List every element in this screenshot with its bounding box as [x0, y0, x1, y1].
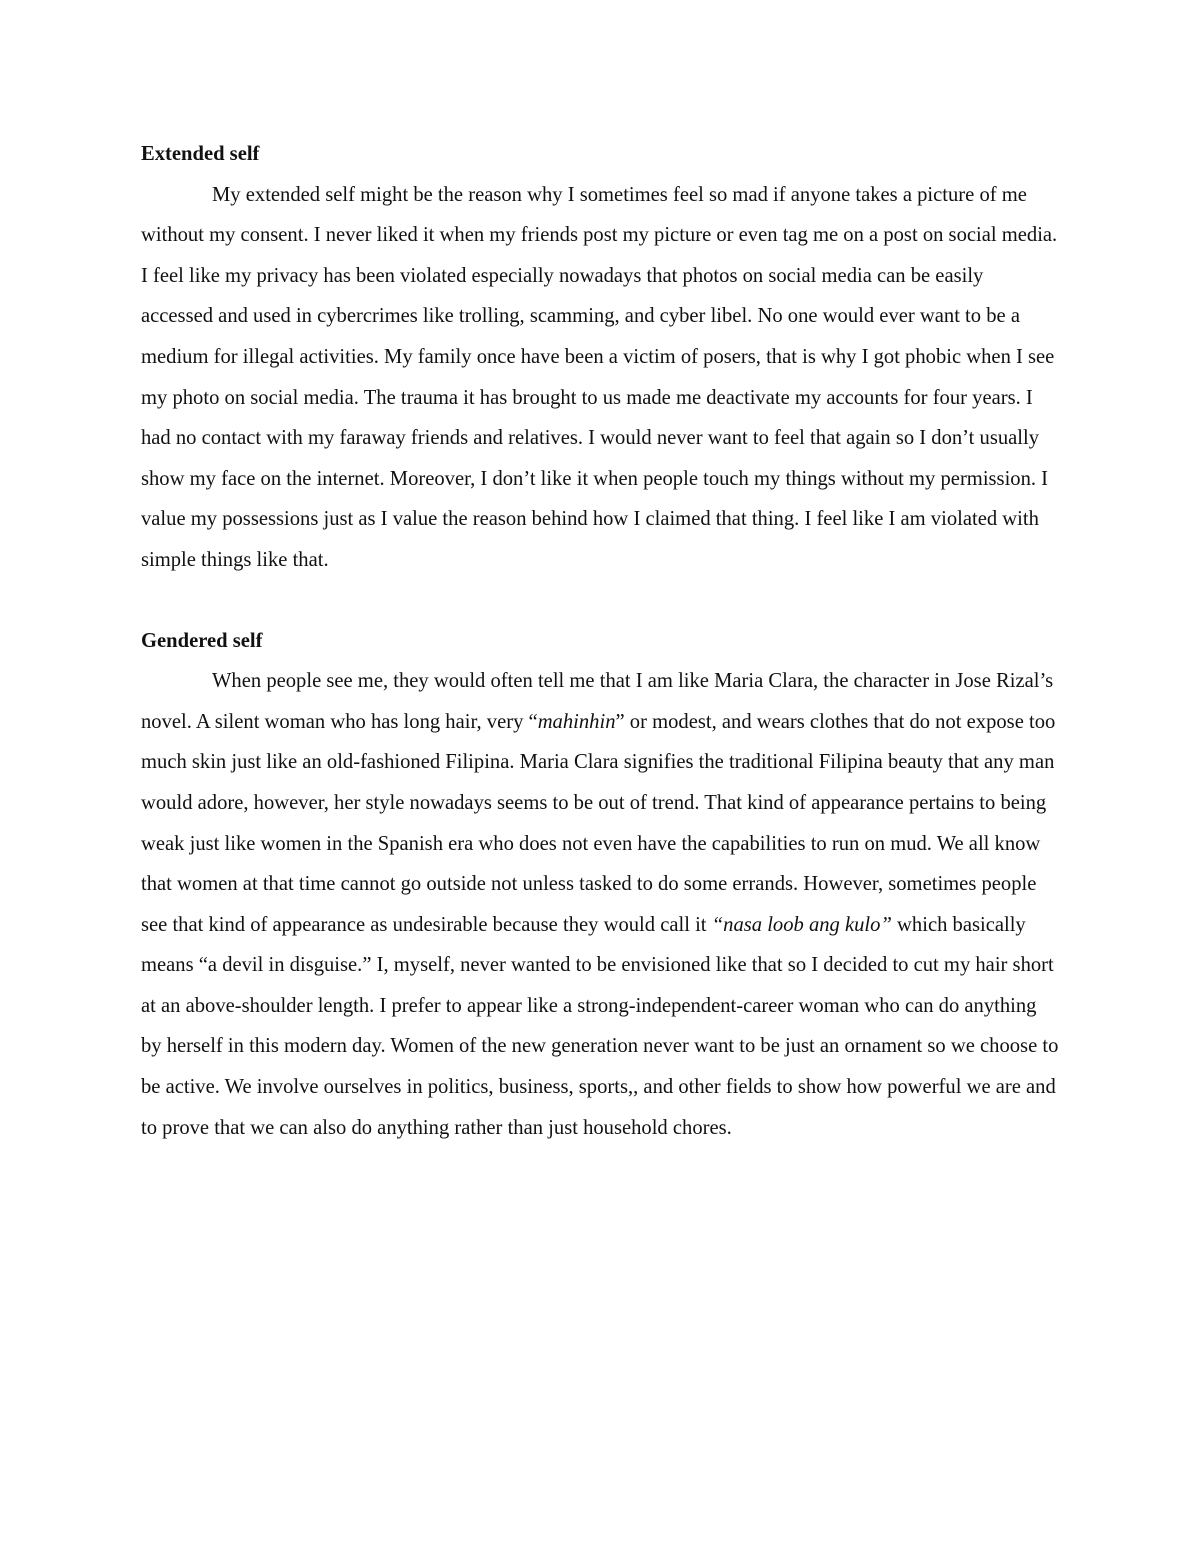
- paragraph-text: which basically means “a devil in disguise.” I, myself, never wanted to be envisioned like that so I decided to cut my hair short at an above-shoulder length. I prefer to appear like a strong-independent-career woman who can do anything by herself in this modern day. Women of the new generation never want to be just an ornament so we choose to be active. We involve ourselves in politics, business, sports,, and other fields to show how powerful we are and to prove that we can also do anything rather than just household chores.: [141, 913, 1059, 1139]
- section-gendered-self: [141, 621, 1059, 1149]
- section-heading: Gendered self: [141, 629, 263, 652]
- paragraph-text: My extended self might be the reason why I sometimes feel so mad if anyone takes a picture of me without my consent. I never liked it when my friends post my picture or even tag me on a post on social media. I feel like my privacy has been violated especially nowadays that photos on social media can be easily accessed and used in cybercrimes like trolling, scamming, and cyber libel. No one would ever want to be a medium for illegal activities. My family once have been a victim of posers, that is why I got phobic when I see my photo on social media. The trauma it has brought to us made me deactivate my accounts for four years. I had no contact with my faraway friends and relatives. I would never want to feel that again so I don’t usually show my face on the internet. Moreover, I don’t like it when people touch my things without my permission. I value my possessions just as I value the reason behind how I claimed that thing. I feel like I am violated with simple things like that.: [141, 183, 1058, 571]
- paragraph-text: When people see me, they would often tell me that I am like Maria Clara, the character in Jose Rizal’s novel. A silent woman who has long hair, very “: [141, 670, 1054, 733]
- document-body: [141, 134, 1059, 1148]
- section-heading: Extended self: [141, 143, 260, 165]
- section-paragraph: [141, 661, 1059, 1148]
- paragraph-italic-term: mahinhin: [537, 710, 616, 733]
- paragraph-text: ” or modest, and wears clothes that do not expose too much skin just like an old-fashioned Filipina. Maria Clara signifies the traditional Filipina beauty that any man would adore, however, her style nowadays seems to be out of trend. That kind of appearance pertains to being weak just like women in the Spanish era who does not even have the capabilities to run on mud. We all know that women at that time cannot go outside not unless tasked to do some errands. However, sometimes people see that kind of appearance as undesirable because they would call it: [141, 710, 1056, 936]
- section-extended-self: [141, 134, 1059, 581]
- section-paragraph: [141, 175, 1059, 581]
- paragraph-italic-term: “nasa loob ang kulo”: [711, 913, 892, 936]
